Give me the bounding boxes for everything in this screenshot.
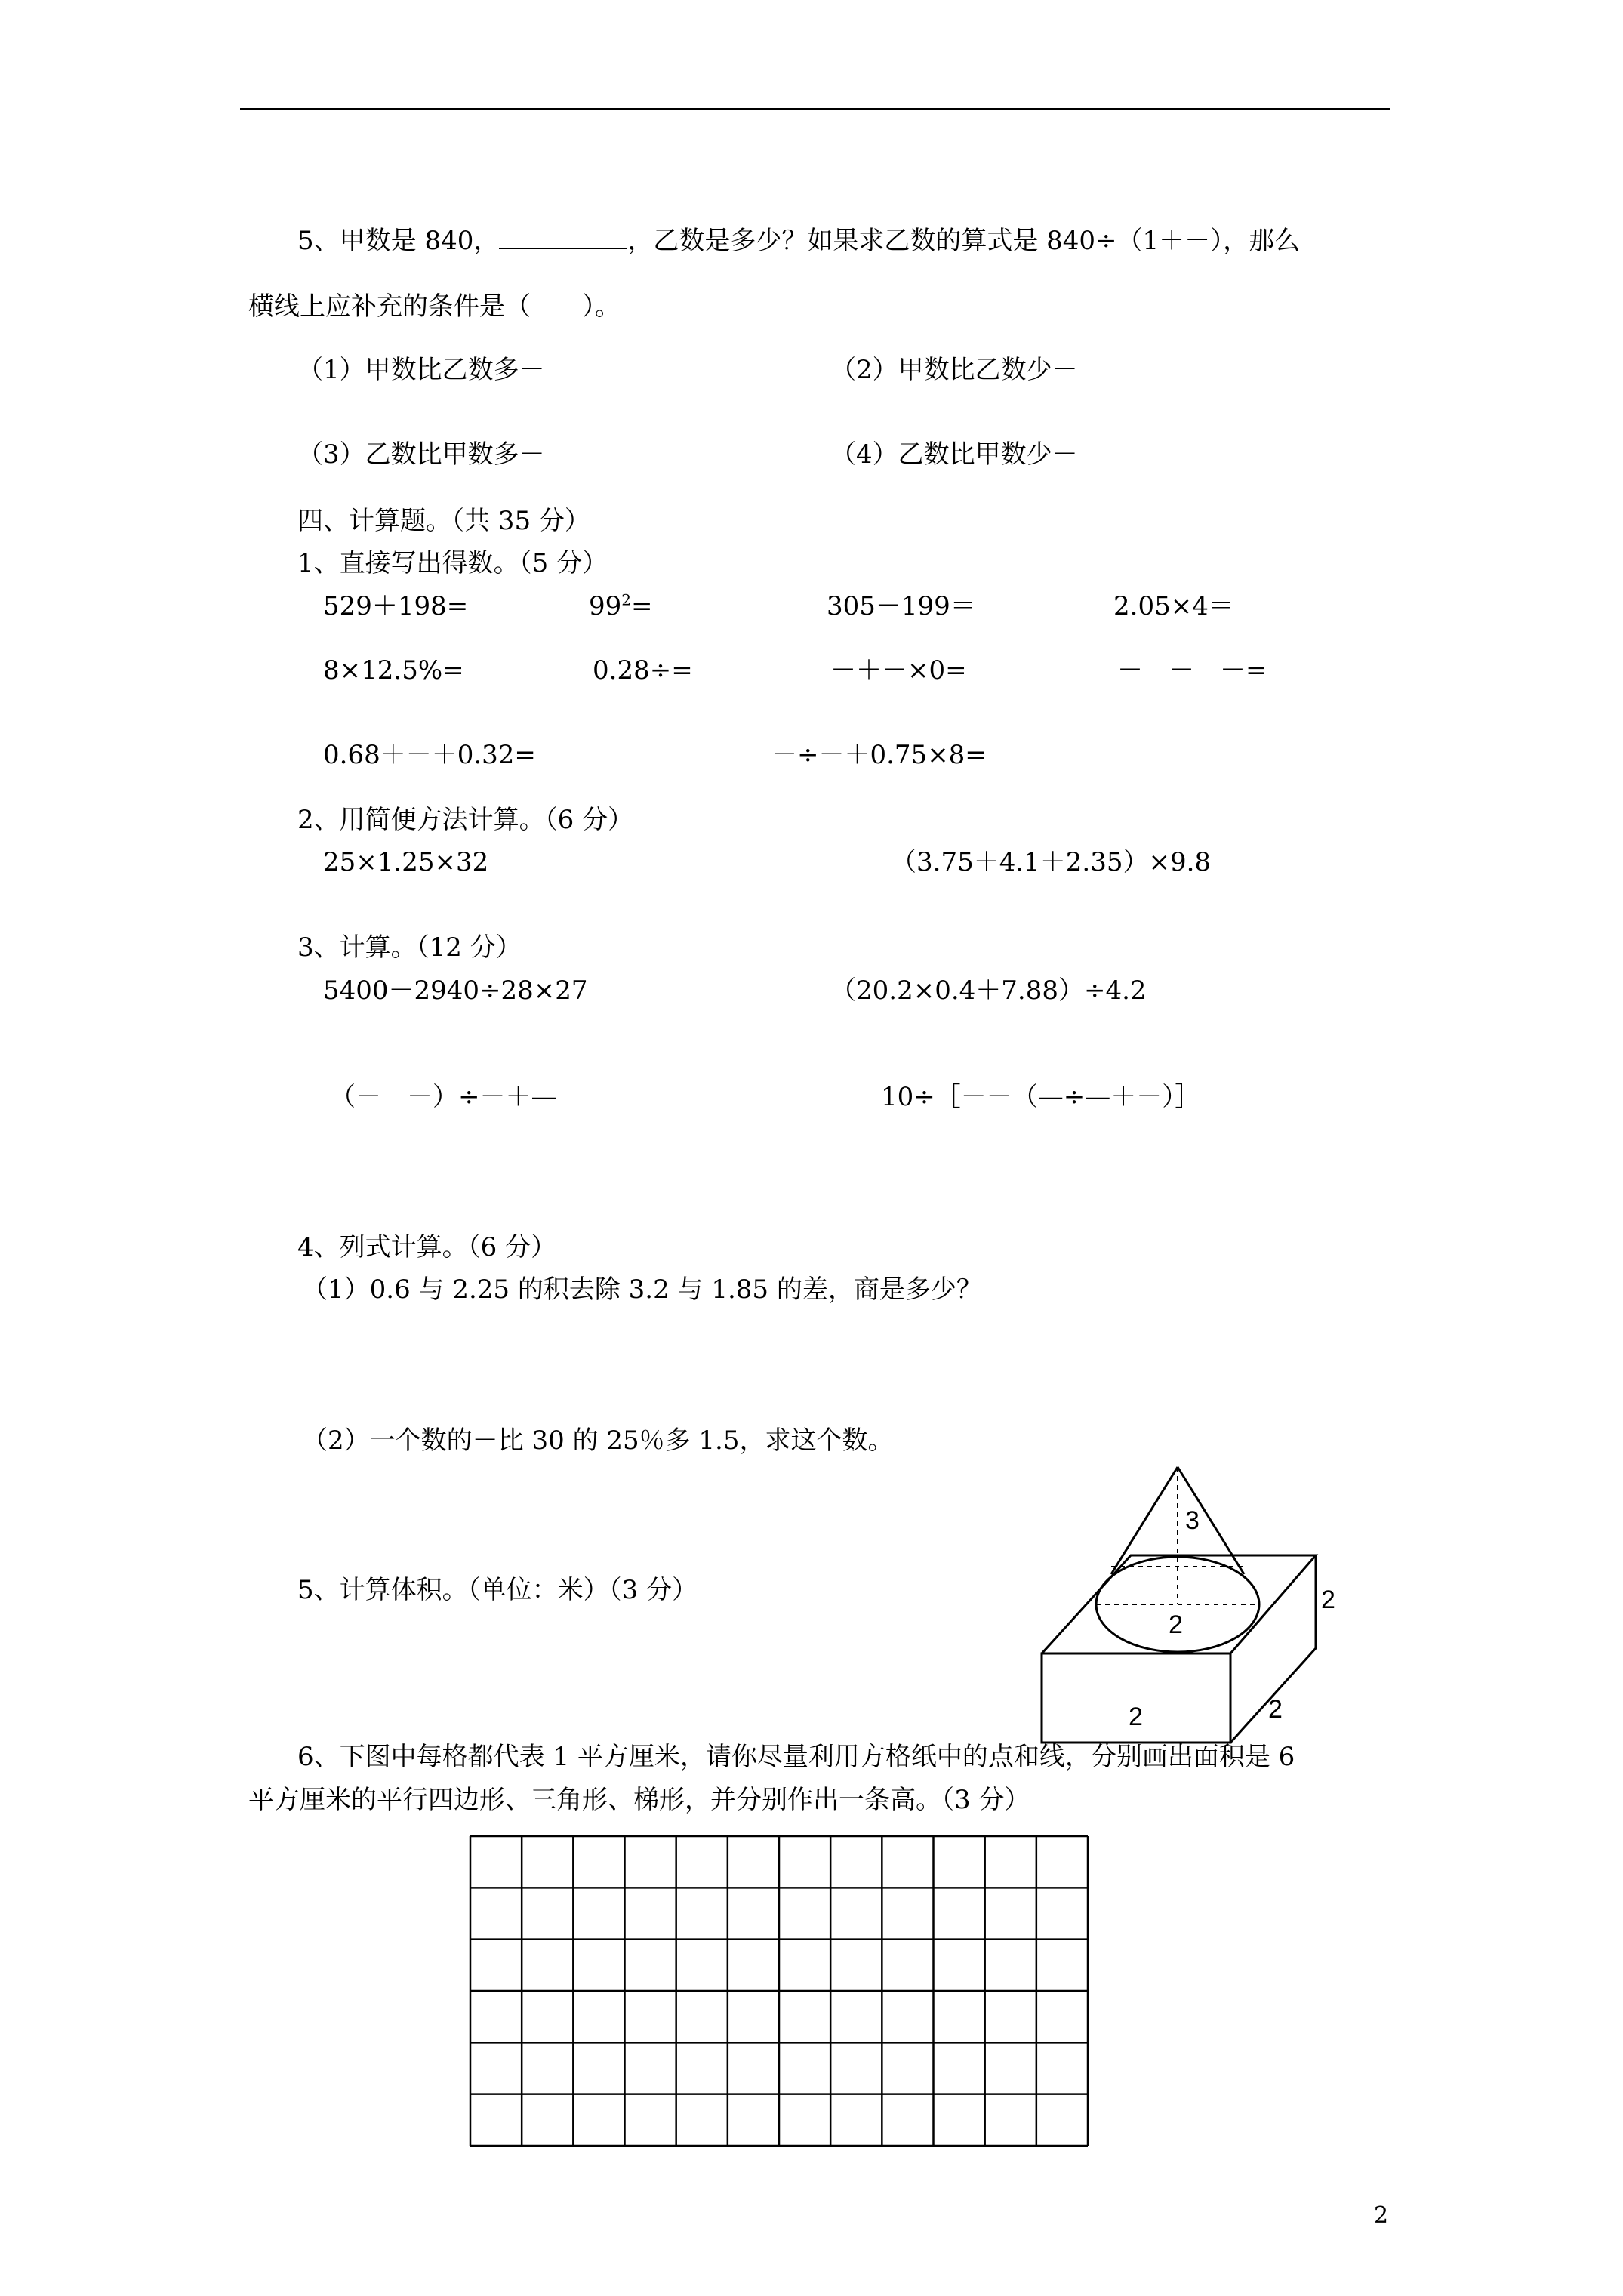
q4-3-item-3: （－ －）÷－＋— bbox=[330, 1082, 557, 1112]
q4-3-item-2: （20.2×0.4＋7.88）÷4.2 bbox=[830, 975, 1147, 1006]
section4-title: 四、计算题。（共 35 分） bbox=[297, 506, 590, 536]
header-rule bbox=[240, 108, 1390, 110]
q4-6-line2: 平方厘米的平行四边形、三角形、梯形，并分别作出一条高。（3 分） bbox=[248, 1785, 1030, 1815]
label-diameter: 2 bbox=[1169, 1610, 1183, 1639]
q5-option-3: （3）乙数比甲数多－ bbox=[297, 439, 545, 470]
label-cuboid-height: 2 bbox=[1321, 1586, 1335, 1614]
q5-answer-blank bbox=[499, 225, 627, 249]
cone-on-cuboid-figure bbox=[1027, 1461, 1344, 1752]
q5-option-1: （1）甲数比乙数多－ bbox=[297, 355, 545, 385]
q4-2-item-2: （3.75＋4.1＋2.35）×9.8 bbox=[891, 847, 1212, 877]
q4-2-item-1: 25×1.25×32 bbox=[323, 847, 489, 877]
q4-1-item-7: －＋－×0= bbox=[830, 655, 967, 686]
q4-1-item-2: $99^2=$ bbox=[589, 590, 653, 621]
q4-3-item-4: 10÷［－－（—÷—＋－）］ bbox=[881, 1082, 1201, 1112]
square-grid-paper[interactable] bbox=[469, 1835, 1089, 2147]
page-number: 2 bbox=[1374, 2202, 1389, 2229]
q4-1-item-3: 305－199＝ bbox=[827, 591, 976, 621]
q4-1-item-6: 0.28÷= bbox=[593, 655, 693, 686]
q4-1-item-4: 2.05×4＝ bbox=[1113, 591, 1234, 621]
q5-option-2: （2）甲数比乙数少－ bbox=[830, 355, 1078, 385]
q4-1-item-10: －÷－＋0.75×8= bbox=[771, 740, 987, 770]
q4-4-sub2: （2）一个数的－比 30 的 25％多 1.5，求这个数。 bbox=[302, 1425, 894, 1456]
label-cuboid-width: 2 bbox=[1268, 1695, 1283, 1724]
q4-1-item-1: 529＋198= bbox=[323, 591, 469, 621]
q4-1-item-9: 0.68＋－＋0.32= bbox=[323, 740, 536, 770]
q4-3-title: 3、计算。（12 分） bbox=[297, 932, 522, 963]
q4-6-line1: 6、下图中每格都代表 1 平方厘米，请你尽量利用方格纸中的点和线，分别画出面积是 6 bbox=[297, 1742, 1295, 1772]
q4-3-item-1: 5400－2940÷28×27 bbox=[323, 975, 588, 1006]
q5-line1 bbox=[297, 225, 1300, 256]
q5-line1-a: 5、甲数是 840， bbox=[297, 226, 500, 256]
q4-2-title: 2、用简便方法计算。（6 分） bbox=[297, 805, 634, 835]
q5-option-4: （4）乙数比甲数少－ bbox=[830, 439, 1078, 470]
q4-4-sub1: （1）0.6 与 2.25 的积去除 3.2 与 1.85 的差，商是多少？ bbox=[302, 1274, 982, 1305]
q4-4-title: 4、列式计算。（6 分） bbox=[297, 1232, 557, 1262]
q4-1-item-8: － － －= bbox=[1117, 655, 1267, 686]
label-cone-height: 3 bbox=[1185, 1506, 1200, 1535]
q4-5-title: 5、计算体积。（单位：米）（3 分） bbox=[297, 1575, 698, 1605]
q4-1-item-5: 8×12.5%= bbox=[323, 655, 464, 686]
q5-line2: 横线上应补充的条件是（ ）。 bbox=[248, 291, 621, 322]
label-cuboid-length: 2 bbox=[1129, 1703, 1143, 1731]
q5-line1-b: ，乙数是多少？如果求乙数的算式是 840÷（1＋－），那么 bbox=[627, 226, 1301, 256]
q4-1-title: 1、直接写出得数。（5 分） bbox=[297, 548, 608, 578]
